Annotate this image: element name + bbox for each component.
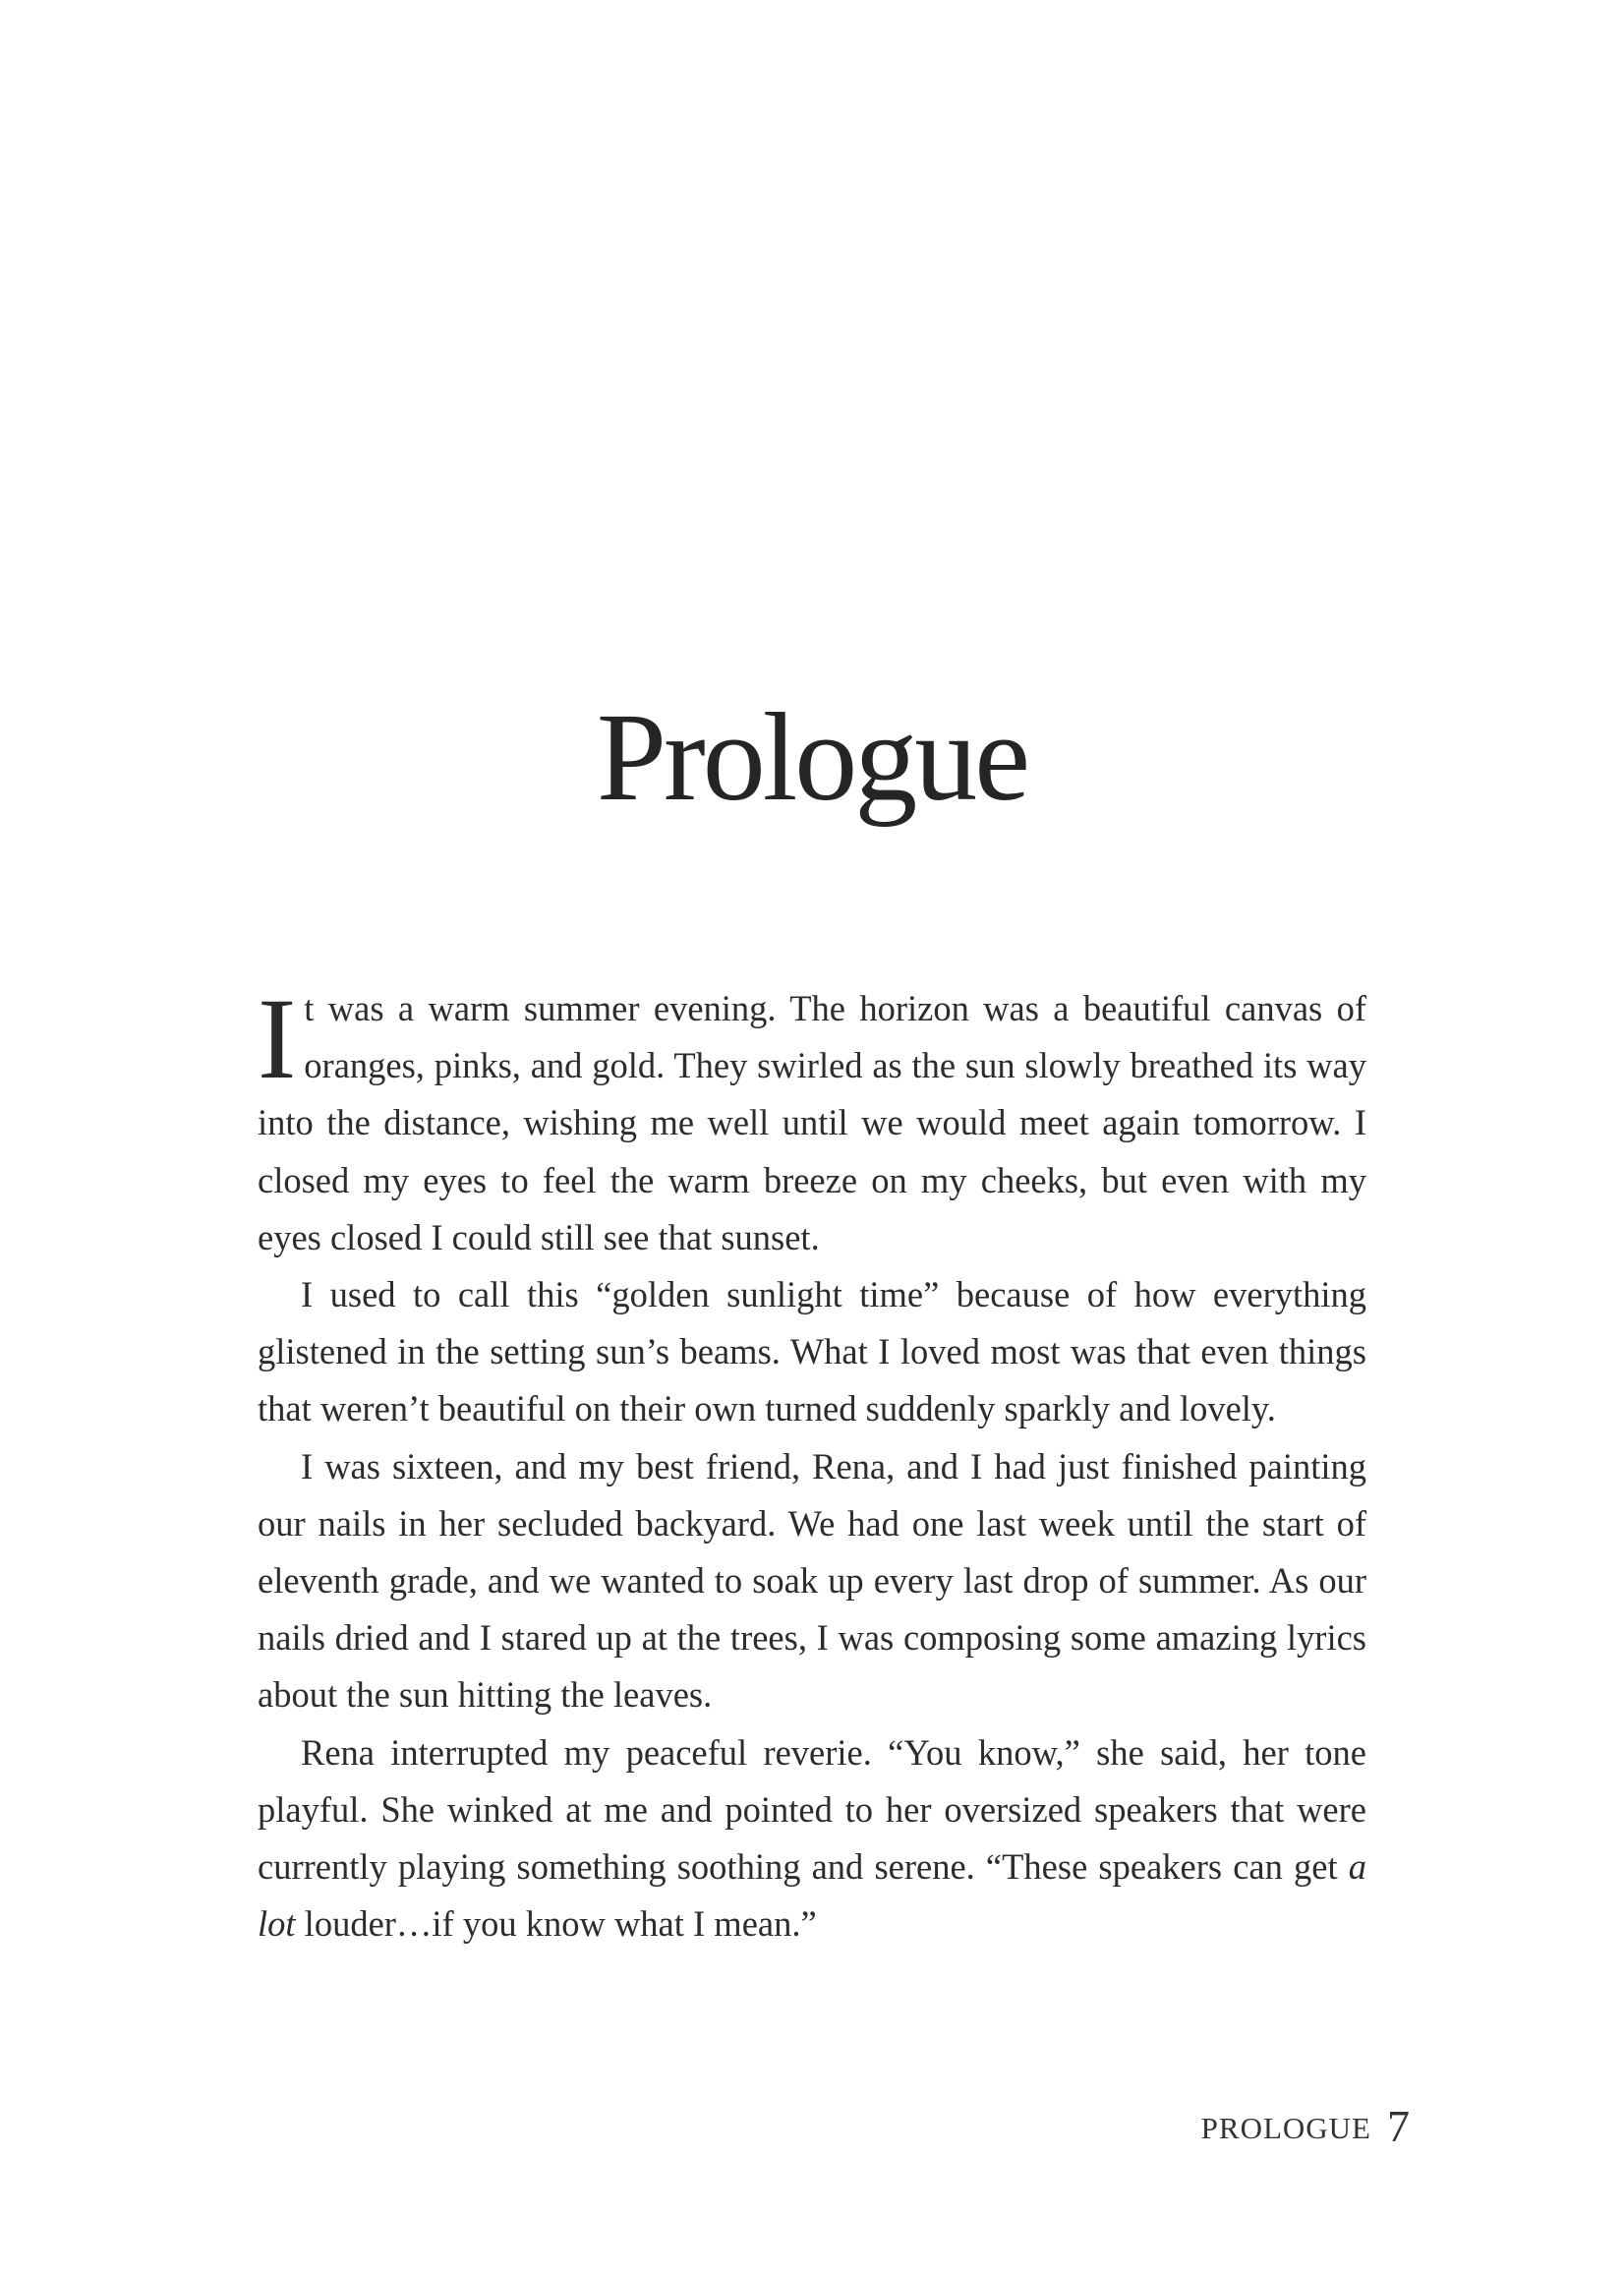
paragraph-1 [258, 974, 1366, 1266]
chapter-title: Prologue [596, 687, 1028, 827]
paragraph-4-emphasis: a lot [258, 1846, 1366, 1945]
paragraph-4-text-after: louder…if you know what I mean.” [295, 1903, 817, 1945]
running-head-label: PROLOGUE [1200, 2111, 1371, 2145]
page-number: 7 [1387, 2101, 1410, 2151]
paragraph-3: I was sixteen, and my best friend, Rena, and I had just finished painting our nails in her secluded backyard. We had one last week until the start of eleventh grade, and we wanted to soak up every last drop of summer. As our nails dried and I stared up at the trees, I was composing some amazing lyrics about the sun hitting the leaves. [258, 1445, 1366, 1716]
paragraph-4-text-before: Rena interrupted my peaceful reverie. “You know,” she said, her tone playful. She winked at me and pointed to her oversized speakers that were currently playing something soothing and serene. “These speakers can get [258, 1731, 1366, 1888]
paragraph-1-text: t was a warm summer evening. The horizon was a beautiful canvas of oranges, pinks, and gold. They swirled as the sun slowly breathed its way into the distance, wishing me well until we would meet again tomorrow. I closed my eyes to feel the warm breeze on my cheeks, but even with my eyes closed I could still see that sunset. [258, 988, 1366, 1257]
paragraph-2: I used to call this “golden sunlight time” because of how everything glistened in the setting sun’s beams. What I loved most was that even things that weren’t beautiful on their own turned suddenly sparkly and lovely. [258, 1274, 1366, 1429]
running-footer [1201, 2102, 1410, 2153]
paragraph-4 [258, 1724, 1366, 1953]
chapter-body [258, 974, 1366, 1953]
drop-cap: I [258, 974, 297, 1103]
